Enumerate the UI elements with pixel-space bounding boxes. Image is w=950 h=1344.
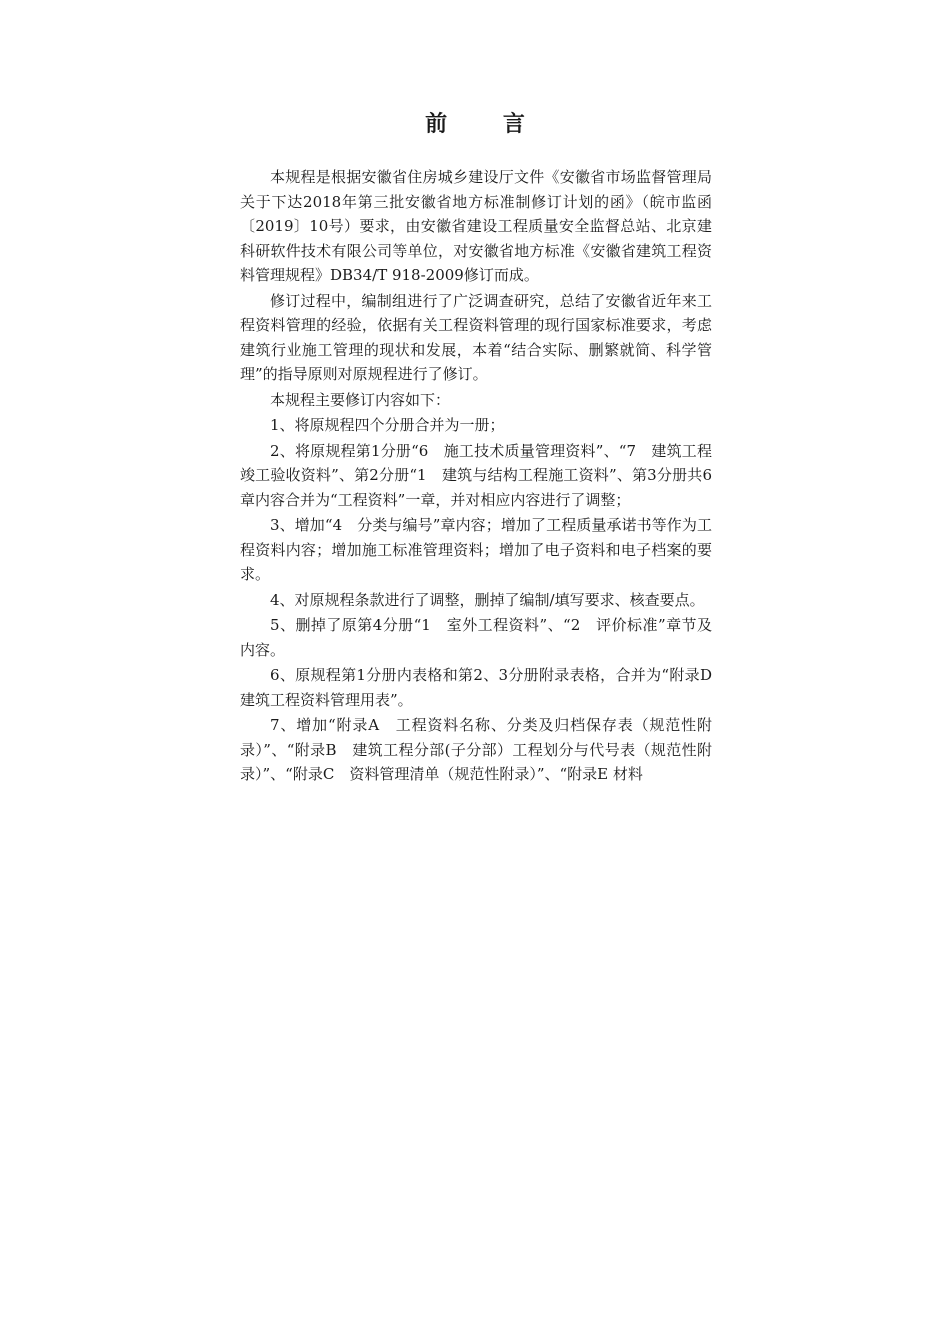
paragraph-basis: 本规程是根据安徽省住房城乡建设厅文件《安徽省市场监督管理局关于下达2018年第三批安徽省地方标准制修订计划的函》（皖市监函〔2019〕10号）要求，由安徽省建设工程质量安全监督总站、北京建科研软件技术有限公司等单位，对安徽省地方标准《安徽省建筑工程资料管理规程》DB34/T 918-2009修订而成。 bbox=[240, 168, 712, 284]
paragraph-item-6: 6、原规程第1分册内表格和第2、3分册附录表格，合并为“附录D 建筑工程资料管理用表”。 bbox=[240, 666, 728, 709]
paragraph-item-5: 5、删掉了原第4分册“1 室外工程资料”、“2 评价标准”章节及内容。 bbox=[240, 616, 712, 659]
paragraph-revision-process: 修订过程中，编制组进行了广泛调查研究，总结了安徽省近年来工程资料管理的经验，依据有关工程资料管理的现行国家标准要求，考虑建筑行业施工管理的现状和发展，本着“结合实际、删繁就简、科学管理”的指导原则对原规程进行了修订。 bbox=[240, 291, 712, 383]
paragraph-item-7: 7、增加“附录A 工程资料名称、分类及归档保存表（规范性附录）”、“附录B 建筑工程分部(子分部）工程划分与代号表（规范性附录）”、“附录C 资料管理清单（规范性附录）”、“附录E 材料 bbox=[240, 716, 712, 783]
paragraph-revision-intro: 本规程主要修订内容如下： bbox=[270, 390, 451, 409]
paragraph-item-3: 3、增加“4 分类与编号”章内容；增加了工程质量承诺书等作为工程资料内容；增加施工标准管理资料；增加了电子资料和电子档案的要求。 bbox=[240, 516, 712, 583]
paragraph-item-4: 4、对原规程条款进行了调整，删掉了编制/填写要求、核查要点。 bbox=[270, 590, 705, 609]
paragraph-item-2: 2、将原规程第1分册“6 施工技术质量管理资料”、“7 建筑工程竣工验收资料”、第2分册“1 建筑与结构工程施工资料”、第3分册共6章内容合并为“工程资料”一章，并对相应内容进行了调整； bbox=[240, 441, 712, 509]
preface-body bbox=[240, 165, 728, 787]
paragraph-item-1: 1、将原规程四个分册合并为一册； bbox=[270, 416, 505, 434]
page-title: 前 言 bbox=[425, 111, 549, 137]
